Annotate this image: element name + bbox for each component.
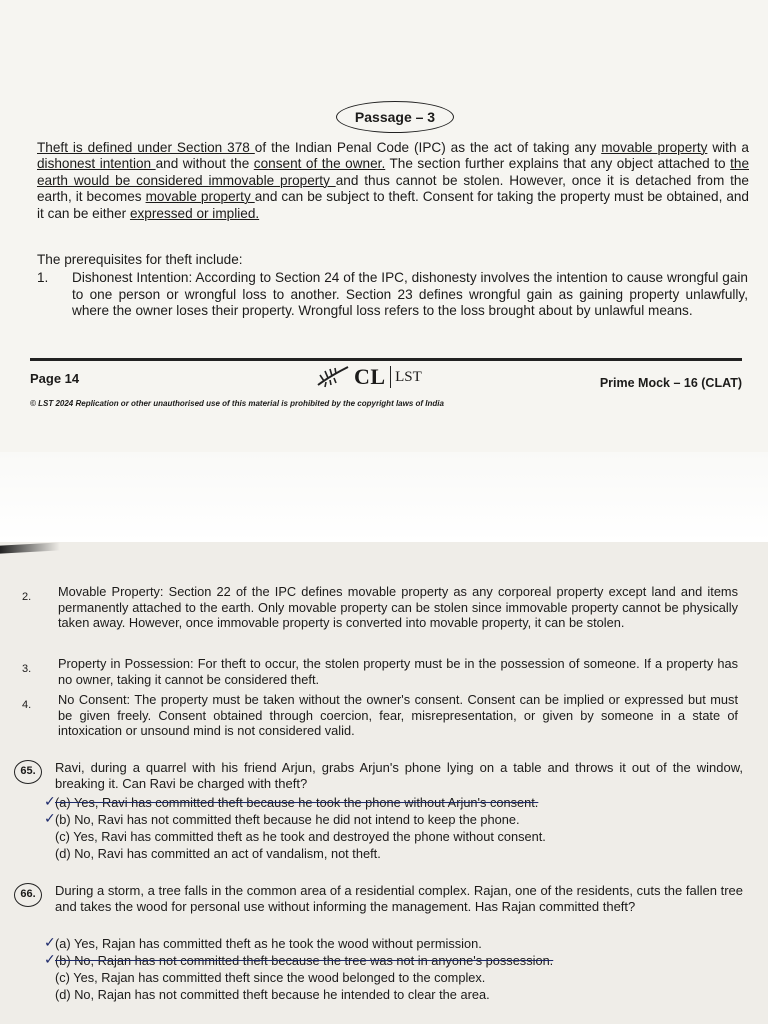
prerequisites-heading: The prerequisites for theft include: [37, 252, 243, 267]
handwritten-tick-icon: ✓ [44, 810, 56, 826]
option-c: (c) Yes, Rajan has committed theft since the wood belonged to the complex. [55, 970, 486, 985]
underlined-text: dishonest intention [37, 156, 156, 172]
list-number: 1. [37, 270, 49, 285]
list-number: 3. [22, 663, 32, 675]
footer-rule [30, 358, 742, 361]
handwritten-tick-icon: ✓ [44, 793, 56, 809]
question-text: Ravi, during a quarrel with his friend Arjun, grabs Arjun's phone lying on a table and throws it out of the window, breaking it. Can Ravi be charged with theft? [55, 760, 743, 791]
handwritten-tick-icon: ✓ [44, 934, 56, 950]
underlined-text: Theft is defined under Section 378 [37, 140, 255, 155]
passage-intro: Theft is defined under Section 378 of the Indian Penal Code (IPC) as the act of taking any movable property with a dishonest intention and without the consent of the owner. The section further explains that any object attached to the earth would be considered immovable property and thus cannot be stolen. However, once it is detached from the earth, it becomes movable property and can be subject to theft. Consent for taking the property must be obtained, and it can be either expressed or implied. [37, 140, 750, 221]
handwritten-tick-icon: ✓ [44, 951, 56, 967]
page-gap [0, 452, 768, 542]
underlined-text: movable property [145, 189, 255, 205]
option-a: (a) Yes, Ravi has committed theft because he took the phone without Arjun's consent. [55, 795, 539, 810]
passage-heading: Passage – 3 [336, 101, 454, 133]
list-text: Dishonest Intention: According to Section 24 of the IPC, dishonesty involves the intention to cause wrongful gain to one person or wrongful loss to another. Section 23 defines wrongful gain as gaining property unlawfully, where the owner loses their property. Wrongful loss refers to the loss brought about by unlawful means. [72, 270, 748, 319]
question-66 [14, 883, 744, 1007]
question-text: During a storm, a tree falls in the common area of a residential complex. Rajan, one of the residents, cuts the fallen tree and takes the wood for personal use without informing the management. Has Rajan committed theft? [55, 883, 743, 914]
logo-cl-text: CL [354, 364, 386, 389]
underlined-text: immovable property [208, 172, 336, 188]
list-number: 4. [22, 699, 32, 711]
question-number: 66. [14, 883, 42, 907]
option-c: (c) Yes, Ravi has committed theft as he took and destroyed the phone without consent. [55, 829, 546, 844]
underlined-text: movable property [601, 140, 708, 155]
list-text: Property in Possession: For theft to occur, the stolen property must be in the possession of someone. If a property has no owner, taking it cannot be considered theft. [58, 656, 738, 687]
list-text: No Consent: The property must be taken without the owner's consent. Consent can be implied or expressed but must be given freely. Consent obtained through coercion, fear, misrepresentation, or given by someone in a state of intoxication or unsound mind is not considered valid. [58, 692, 738, 739]
copyright-notice: © LST 2024 Replication or other unauthorised use of this material is prohibited by the copyright laws of India [30, 399, 444, 408]
option-d: (d) No, Rajan has not committed theft because he intended to clear the area. [55, 987, 490, 1002]
list-number: 2. [22, 591, 32, 603]
page-number: Page 14 [30, 371, 80, 386]
mock-title: Prime Mock – 16 (CLAT) [599, 376, 742, 390]
option-b: (b) No, Ravi has not committed theft because he did not intend to keep the phone. [55, 812, 520, 827]
underlined-text: the earth would be considered [37, 156, 750, 188]
question-number: 65. [14, 760, 42, 784]
question-65 [14, 760, 744, 865]
option-d: (d) No, Ravi has committed an act of vandalism, not theft. [55, 846, 381, 861]
option-b: (b) No, Rajan has not committed theft because the tree was not in anyone's possession. [55, 953, 554, 968]
underlined-text: expressed or implied. [129, 205, 260, 221]
list-text: Movable Property: Section 22 of the IPC defines movable property as any corporeal property except land and items permanently attached to the earth. Only movable property can be stolen since immovable property cannot be physically taken away. However, once immovable property is converted into movable property, it can be stolen. [58, 584, 738, 631]
fern-icon [316, 365, 350, 389]
logo-lst-text: LST [395, 368, 422, 385]
publisher-logo [316, 364, 422, 390]
option-a: (a) Yes, Rajan has committed theft as he took the wood without permission. [55, 936, 482, 951]
logo-divider [390, 366, 392, 388]
underlined-text: consent of the owner. [253, 156, 386, 172]
